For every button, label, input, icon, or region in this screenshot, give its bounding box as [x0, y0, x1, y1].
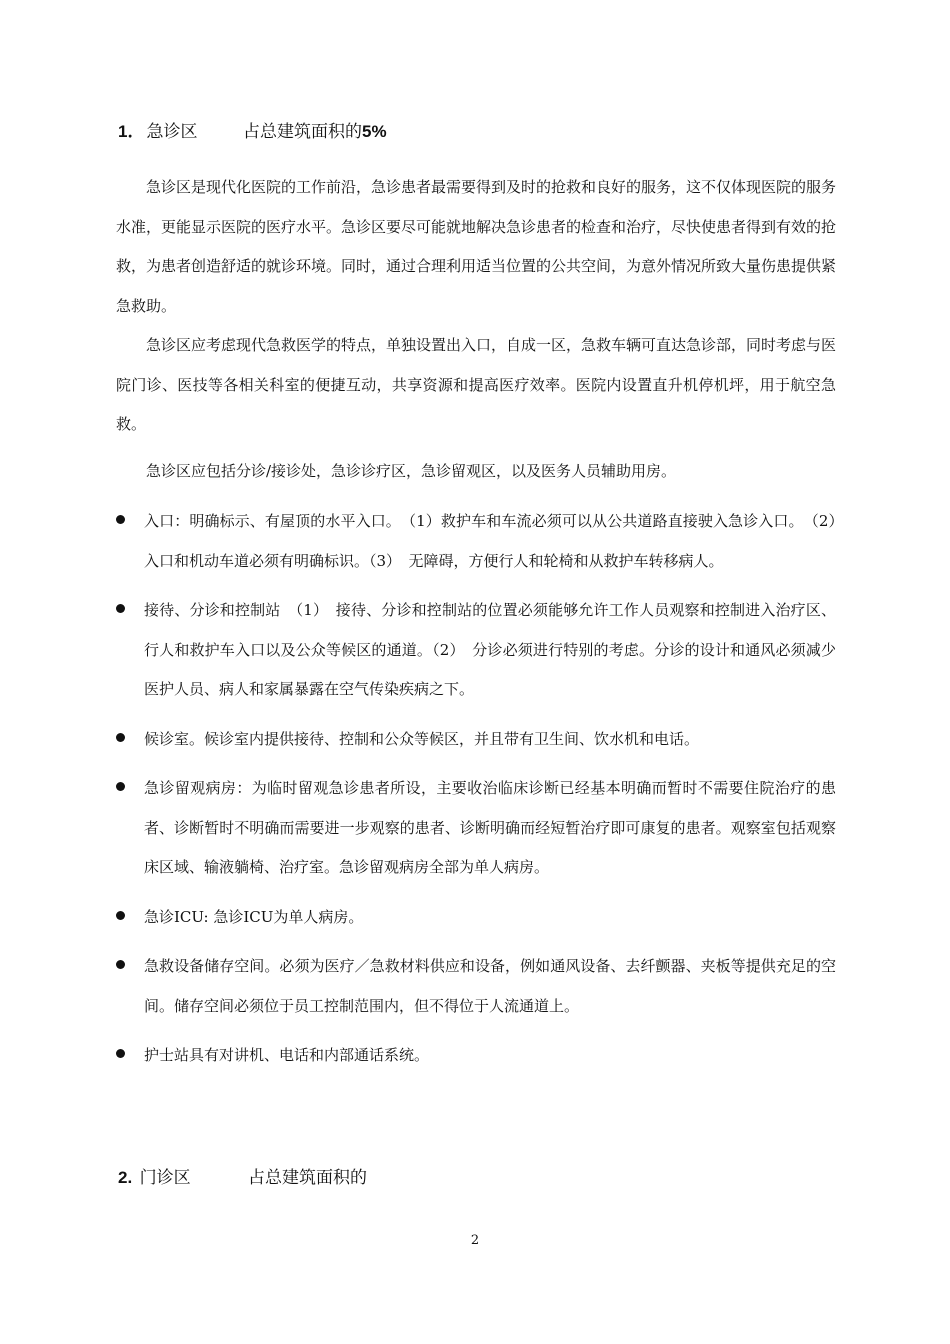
section-1-area-value: 5% — [362, 122, 387, 141]
bullet-icon — [116, 1049, 125, 1058]
list-item-text: 入口：明确标示、有屋顶的水平入口。 （1）救护车和车流必须可以从公共道路直接驶入急诊入口。 （2）入口和机动车道必须有明确标识。（3） 无障碍，方便行人和轮椅和从救护车转移病人。 — [144, 512, 836, 570]
bullet-icon — [116, 960, 125, 969]
list-item-text: 急诊留观病房：为临时留观急诊患者所设，主要收治临床诊断已经基本明确而暂时不需要住院治疗的患者、诊断暂时不明确而需要进一步观察的患者、诊断明确而经短暂治疗即可康复的患者。观察室包括观察床区域、输液躺椅、治疗室。急诊留观病房全部为单人病房。 — [144, 779, 836, 876]
section-1-area — [243, 120, 387, 144]
list-item — [116, 720, 836, 760]
section-2-heading — [118, 1166, 367, 1190]
section-2-number: 2. — [118, 1168, 133, 1187]
section-2-title: 门诊区 — [139, 1168, 191, 1188]
list-item-text: 接待、分诊和控制站 （1） 接待、分诊和控制站的位置必须能够允许工作人员观察和控制进入治疗区、行人和救护车入口以及公众等候区的通道。（2） 分诊必须进行特别的考虑。分诊的设计和通风必须减少医护人员、病人和家属暴露在空气传染疾病之下。 — [144, 601, 836, 698]
list-item-text: 急诊ICU: 急诊ICU为单人病房。 — [144, 907, 364, 926]
list-item — [116, 1036, 836, 1076]
bullet-icon — [116, 733, 125, 742]
section-1-paragraph-2: 急诊区应考虑现代急救医学的特点，单独设置出入口，自成一区，急救车辆可直达急诊部，同时考虑与医院门诊、医技等各相关科室的便捷互动，共享资源和提高医疗效率。医院内设置直升机停机坪，用于航空急救。 — [116, 336, 837, 433]
bullet-icon — [116, 515, 125, 524]
bullet-icon — [116, 782, 125, 791]
section-1-paragraph-3: 急诊区应包括分诊/接诊处，急诊诊疗区，急诊留观区，以及医务人员辅助用房。 — [146, 462, 677, 480]
section-1-number: 1． — [118, 122, 145, 141]
list-item-text: 护士站具有对讲机、电话和内部通话系统。 — [144, 1046, 430, 1064]
list-item — [116, 502, 836, 581]
list-item — [116, 591, 836, 710]
section-1-paragraph-1: 急诊区是现代化医院的工作前沿，急诊患者最需要得到及时的抢救和良好的服务，这不仅体现医院的服务水准，更能显示医院的医疗水平。急诊区要尽可能就地解决急诊患者的检查和治疗，尽快使患者得到有效的抢救，为患者创造舒适的就诊环境。同时，通过合理利用适当位置的公共空间，为意外情况所致大量伤患提供紧急救助。 — [116, 178, 837, 315]
section-1-title: 急诊区 — [146, 122, 198, 142]
section-1-area-prefix: 占总建筑面积的 — [243, 122, 362, 142]
requirements-list — [116, 502, 836, 1086]
bullet-icon — [116, 911, 125, 920]
section-1-heading — [118, 120, 387, 144]
section-2-area-prefix: 占总建筑面积的 — [248, 1168, 367, 1188]
list-item — [116, 898, 836, 938]
list-item-text: 急救设备储存空间。必须为医疗／急救材料供应和设备，例如通风设备、去纤颤器、夹板等提供充足的空间。储存空间必须位于员工控制范围内，但不得位于人流通道上。 — [144, 957, 836, 1015]
bullet-icon — [116, 604, 125, 613]
list-item — [116, 769, 836, 888]
list-item-text: 候诊室。候诊室内提供接待、控制和公众等候区，并且带有卫生间、饮水机和电话。 — [144, 729, 700, 748]
page-number: 2 — [470, 1233, 480, 1248]
list-item — [116, 947, 836, 1026]
